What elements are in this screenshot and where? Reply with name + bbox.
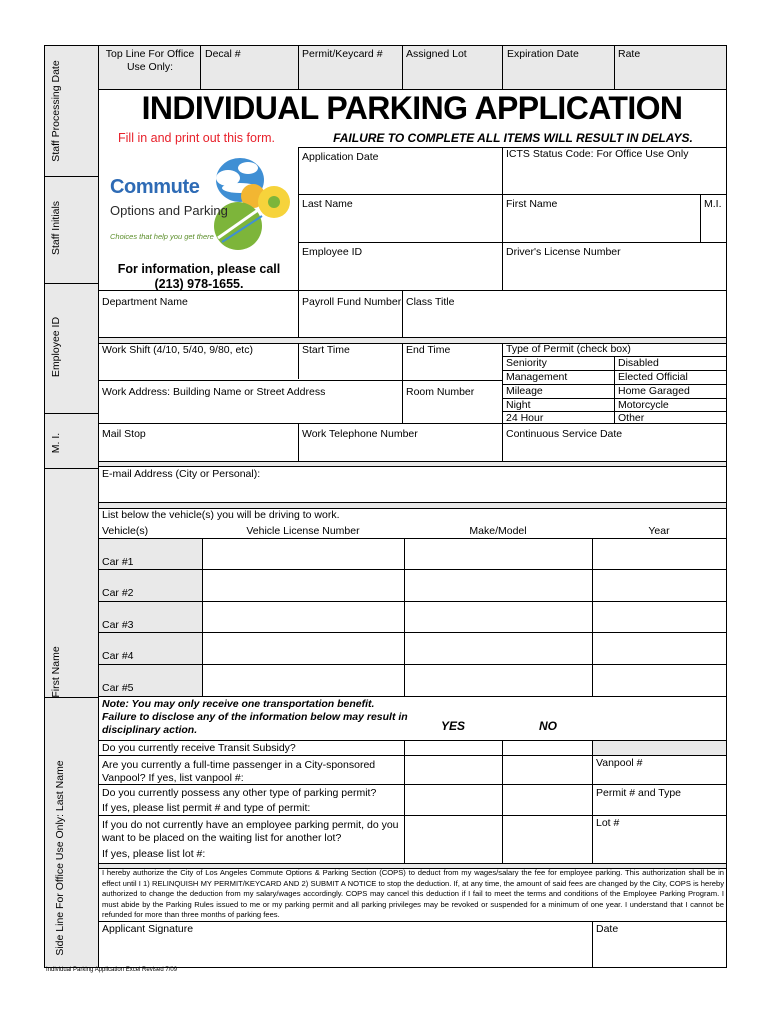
q-other-permit: Do you currently possess any other type of parking permit?: [102, 787, 377, 799]
permit-home-garaged[interactable]: Home Garaged: [618, 385, 690, 397]
staff-processing-date-label: Staff Processing Date: [50, 60, 62, 162]
last-name-label: Last Name: [302, 198, 353, 210]
car-3-label: Car #3: [102, 619, 134, 631]
icts-status-label: ICTS Status Code: For Office Use Only: [506, 148, 689, 160]
permit-keycard-label: Permit/Keycard #: [302, 48, 383, 60]
class-title-label: Class Title: [406, 296, 455, 308]
failure-warning: FAILURE TO COMPLETE ALL ITEMS WILL RESULT IN DELAYS.: [333, 131, 693, 145]
permit-mileage[interactable]: Mileage: [506, 385, 543, 397]
transport-benefit-note: Note: You may only receive one transportation benefit. Failure to disclose any of the information below may result in disciplinary action.: [102, 698, 408, 736]
q-waiting-list-lot: If yes, please list lot #:: [102, 848, 206, 860]
logo-sub: Options and Parking: [110, 203, 228, 218]
permit-night[interactable]: Night: [506, 399, 531, 411]
start-time-label: Start Time: [302, 344, 350, 356]
decal-label: Decal #: [205, 48, 241, 60]
side-last-name-label: Side Line For Office Use Only: Last Name: [54, 760, 66, 956]
room-number-label: Room Number: [406, 386, 475, 398]
q-other-permit-list: If yes, please list permit # and type of permit:: [102, 802, 311, 814]
no-header: NO: [539, 719, 557, 733]
permit-motorcycle[interactable]: Motorcycle: [618, 399, 669, 411]
logo-name: Commute: [110, 176, 200, 198]
payroll-fund-label: Payroll Fund Number: [302, 296, 402, 308]
side-employee-id-label: Employee ID: [50, 316, 62, 378]
email-label: E-mail Address (City or Personal):: [102, 468, 261, 480]
work-shift-label: Work Shift (4/10, 5/40, 9/80, etc): [102, 344, 253, 356]
rate-label: Rate: [618, 48, 641, 60]
side-first-name-label: First Name: [50, 646, 62, 698]
lot-number-label: Lot #: [596, 817, 620, 829]
car-1-label: Car #1: [102, 556, 134, 568]
info-call: For information, please call (213) 978-1655.: [117, 262, 281, 291]
vehicle-intro: List below the vehicle(s) you will be driving to work.: [102, 509, 340, 521]
vehicle-col-vehicles: Vehicle(s): [102, 525, 149, 537]
expiration-date-label: Expiration Date: [507, 48, 579, 60]
car-4-label: Car #4: [102, 650, 134, 662]
assigned-lot-label: Assigned Lot: [406, 48, 467, 60]
fill-print-note: Fill in and print out this form.: [118, 131, 276, 145]
yes-header: YES: [440, 719, 465, 733]
permit-type-label: Permit # and Type: [596, 787, 682, 799]
car-5-label: Car #5: [102, 682, 134, 694]
signature-date-label: Date: [596, 923, 619, 935]
mail-stop-label: Mail Stop: [102, 428, 146, 440]
vehicle-col-year: Year: [648, 525, 670, 537]
work-address-label: Work Address: Building Name or Street Address: [102, 386, 326, 398]
vehicle-col-license: Vehicle License Number: [246, 525, 360, 537]
applicant-signature-label: Applicant Signature: [102, 923, 194, 935]
continuous-service-label: Continuous Service Date: [506, 428, 623, 440]
department-name-label: Department Name: [102, 296, 188, 308]
car-2-label: Car #2: [102, 587, 134, 599]
permit-type-header: Type of Permit (check box): [506, 343, 631, 355]
page-title: INDIVIDUAL PARKING APPLICATION: [141, 90, 683, 126]
vehicle-col-make-model: Make/Model: [469, 525, 527, 537]
permit-elected-official[interactable]: Elected Official: [618, 371, 688, 383]
permit-seniority[interactable]: Seniority: [506, 357, 547, 369]
commute-logo: [108, 146, 300, 258]
vanpool-number-label: Vanpool #: [596, 757, 643, 769]
office-use-label: Top Line For Office Use Only:: [105, 48, 195, 73]
permit-disabled[interactable]: Disabled: [618, 357, 659, 369]
permit-24-hour[interactable]: 24 Hour: [506, 412, 544, 424]
first-name-label: First Name: [506, 198, 558, 210]
authorization-text: I hereby authorize the City of Los Angeles Commute Options & Parking Section (COPS) to deduct from my wages/salary the fee for employee parking. This authorization shall be in effect until I 1) RELINQUISH MY PERMIT/KEYCARD AND 2) SUBMIT A NOTICE to stop the deduction. If, at any time, the amount of said fees are changed by the City, COPS is hereby authorized to change the deduction from my salary/wages accordingly. COPS may cancel this deduction if I fail to meet the terms and conditions of the Employee Parking Program. I must abide by the Parking Rules issued to me or my parking permit and all parking privileges may be revoked or suspended for a minimum of one year. I understand that I cannot be refunded for more than three months of parking fees.: [102, 868, 724, 920]
q-vanpool: Are you currently a full-time passenger in a City-sponsored Vanpool? If yes, list vanpool #:: [102, 759, 376, 784]
logo-graphic-icon: [108, 146, 300, 258]
employee-id-label: Employee ID: [302, 246, 363, 258]
end-time-label: End Time: [406, 344, 451, 356]
permit-management[interactable]: Management: [506, 371, 568, 383]
q-transit-subsidy: Do you currently receive Transit Subsidy?: [102, 742, 296, 754]
permit-other[interactable]: Other: [618, 412, 645, 424]
staff-initials-label: Staff Initials: [50, 200, 62, 256]
q-waiting-list: If you do not currently have an employee parking permit, do you want to be placed on the waiting list for another lot?: [102, 819, 399, 844]
mi-label: M.I.: [704, 198, 722, 210]
application-date-label: Application Date: [302, 151, 379, 163]
work-telephone-label: Work Telephone Number: [302, 428, 418, 440]
drivers-license-label: Driver's License Number: [506, 246, 621, 258]
revision-footer: Individual Parking Application Excel Revised 7/09: [46, 967, 178, 973]
logo-tagline: Choices that help you get there: [110, 232, 214, 241]
side-mi-label: M. I.: [50, 432, 62, 454]
